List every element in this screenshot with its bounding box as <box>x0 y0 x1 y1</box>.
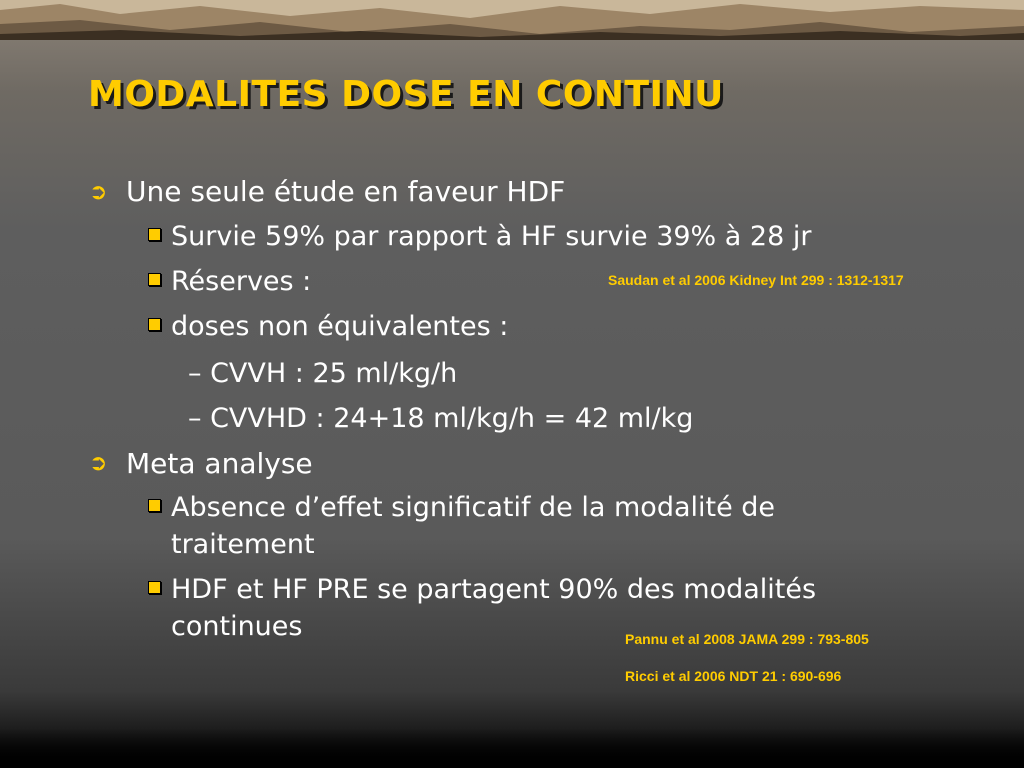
yellow-square-icon <box>148 228 161 241</box>
yellow-square-icon <box>148 273 161 286</box>
slide-title: MODALITES DOSE EN CONTINU <box>88 74 724 115</box>
bullet-level2-text: doses non équivalentes : <box>171 311 509 342</box>
reference-saudan: Saudan et al 2006 Kidney Int 299 : 1312-1317 <box>608 272 904 288</box>
bullet-level1-text: Une seule étude en faveur HDF <box>126 175 566 208</box>
circled-arrow-icon: ➲ <box>89 451 108 476</box>
bullet-level2-text: Réserves : <box>171 266 312 297</box>
header-landscape-band <box>0 0 1024 40</box>
bullet-level3-text: – CVVH : 25 ml/kg/h <box>188 358 458 389</box>
bullet-level2-text-continued: continues <box>171 611 303 642</box>
circled-arrow-icon: ➲ <box>89 180 108 205</box>
bullet-level2-text-continued: traitement <box>171 529 315 560</box>
footer-dark-band <box>0 728 1024 768</box>
bullet-level2-text: Absence d’effet significatif de la modalité de <box>171 492 776 523</box>
yellow-square-icon <box>148 581 161 594</box>
reference-pannu: Pannu et al 2008 JAMA 299 : 793-805 <box>625 631 869 647</box>
bullet-level2-text: Survie 59% par rapport à HF survie 39% à 28 jr <box>171 221 812 252</box>
yellow-square-icon <box>148 499 161 512</box>
yellow-square-icon <box>148 318 161 331</box>
bullet-level2-text: HDF et HF PRE se partagent 90% des modalités <box>171 574 817 605</box>
bullet-level1-text: Meta analyse <box>126 447 313 480</box>
reference-ricci: Ricci et al 2006 NDT 21 : 690-696 <box>625 668 842 684</box>
bullet-level3-text: – CVVHD : 24+18 ml/kg/h = 42 ml/kg <box>188 403 694 434</box>
